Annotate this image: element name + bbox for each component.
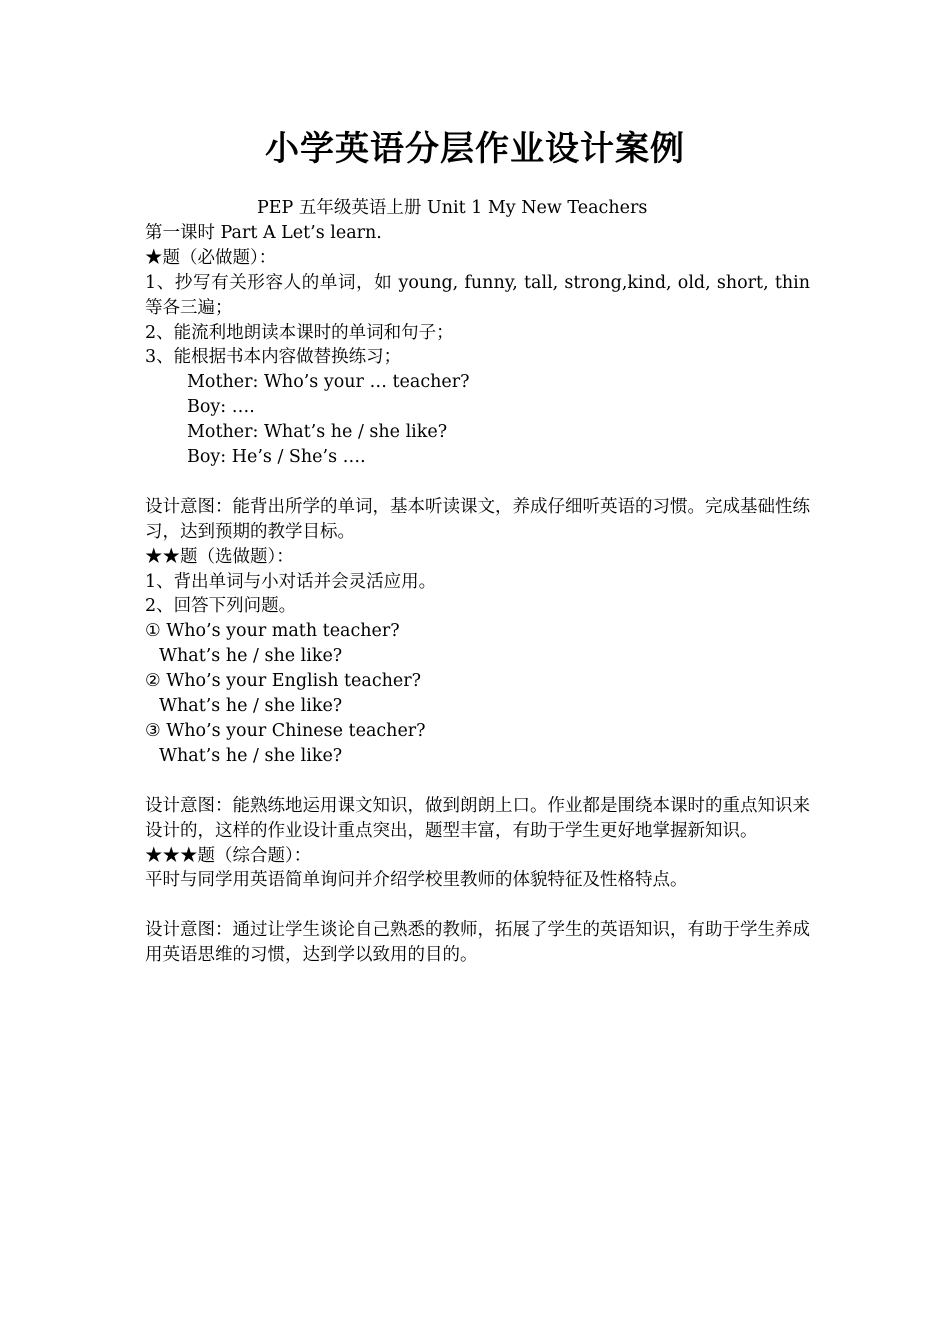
dialogue-line: Boy: He’s / She’s ….	[187, 447, 366, 468]
question: ③ Who’s your Chinese teacher?	[145, 721, 426, 742]
lesson-label: 第一课时 Part A Let’s learn.	[145, 222, 382, 243]
level1-design-intent: 设计意图：能背出所学的单词，基本听读课文，养成仔细听英语的习惯。完成基础性练习，达到预期的教学目标。	[145, 496, 810, 542]
level2-item-1: 1、背出单词与小对话并会灵活应用。	[145, 571, 437, 592]
level3-design-intent: 设计意图：通过让学生谈论自己熟悉的教师，拓展了学生的英语知识，有助于学生养成用英语思维的习惯，达到学以致用的目的。	[145, 920, 810, 966]
dialogue-line: Boy: ….	[187, 397, 255, 418]
question-follow-up: What’s he / she like?	[159, 696, 343, 717]
question-follow-up: What’s he / she like?	[159, 646, 343, 667]
question-follow-up: What’s he / she like?	[159, 745, 343, 766]
subtitle: PEP 五年级英语上册 Unit 1 My New Teachers	[257, 198, 648, 218]
level2-heading: ★★题（选做题）：	[145, 546, 294, 567]
spacer	[145, 769, 810, 794]
document-title: 小学英语分层作业设计案例	[265, 129, 685, 169]
spacer	[145, 893, 810, 918]
spacer	[145, 470, 810, 495]
dialogue-line: Mother: What’s he / she like?	[187, 422, 448, 443]
level1-heading: ★题（必做题）：	[145, 247, 277, 268]
level3-heading: ★★★题（综合题）：	[145, 845, 312, 866]
dialogue-line: Mother: Who’s your … teacher?	[187, 372, 470, 393]
level1-item-3: 3、能根据书本内容做替换练习；	[145, 347, 402, 368]
document-body	[145, 196, 810, 968]
question: ① Who’s your math teacher?	[145, 621, 400, 642]
level3-task: 平时与同学用英语简单询问并介绍学校里教师的体貌特征及性格特点。	[145, 870, 688, 891]
question: ② Who’s your English teacher?	[145, 671, 422, 692]
level1-item-2: 2、能流利地朗读本课时的单词和句子；	[145, 322, 454, 343]
level2-design-intent: 设计意图：能熟练地运用课文知识，做到朗朗上口。作业都是围绕本课时的重点知识来设计的，这样的作业设计重点突出，题型丰富，有助于学生更好地掌握新知识。	[145, 795, 810, 841]
level2-item-2: 2、回答下列问题。	[145, 596, 297, 617]
level1-item-1: 1、抄写有关形容人的单词，如 young, funny, tall, strong,kind, old, short, thin 等各三遍；	[145, 272, 810, 318]
